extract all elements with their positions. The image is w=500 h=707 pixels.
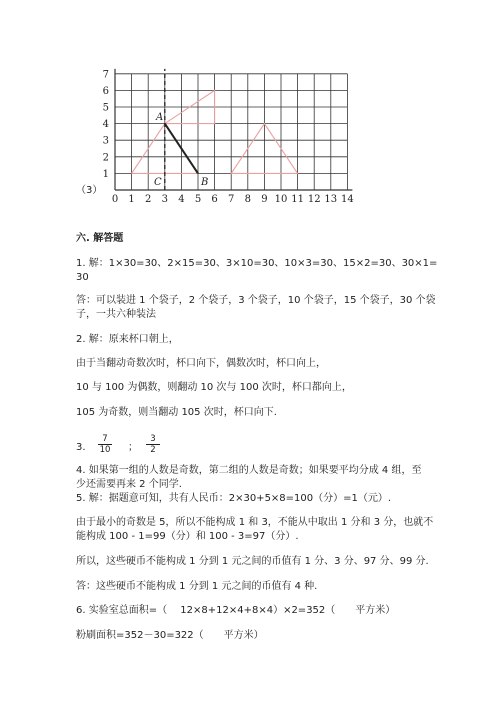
x-tick-label: 4 (178, 194, 185, 205)
q2-line3: 10 与 100 为偶数，则翻动 10 次与 100 次时，杯口都向上， (76, 382, 352, 393)
q6-line2: 粉刷面积=352－30=322（ 平方米） (76, 630, 264, 641)
x-tick-label: 2 (145, 194, 152, 205)
q3-fraction-2-numerator: 3 (146, 434, 160, 445)
q3-fraction-1-denominator: 10 (99, 445, 111, 455)
y-tick-label: 4 (102, 119, 109, 131)
x-tick-label: 9 (261, 194, 268, 205)
x-tick-label: 14 (341, 194, 354, 205)
point-label-c: C (154, 177, 162, 188)
q6-line1: 6. 实验室总面积=（ 12×8+12×4+8×4）×2=352（ 平方米） (76, 605, 396, 616)
y-tick-labels (103, 69, 109, 180)
x-tick-label: 10 (274, 194, 288, 205)
y-tick-label: 2 (102, 152, 109, 164)
y-tick-label: 5 (102, 102, 109, 114)
q3-number: 3. (76, 442, 86, 453)
q4-line2: 少还需要再来 2 个同学. (76, 479, 182, 490)
x-tick-labels (112, 194, 354, 205)
q5-line4: 所以，这些硬币不能构成 1 分到 1 元之间的币值有 1 分、3 分、97 分、99 分. (76, 556, 429, 567)
section-title: 六. 解答题 (76, 233, 124, 244)
q4-line1: 4. 如果第一组的人数是奇数，第二组的人数是奇数；如果要平均分成 4 组，至 (76, 465, 422, 476)
x-tick-label: 1 (128, 194, 135, 205)
point-label-b: B (201, 177, 209, 188)
q5-line1: 5. 解：据题意可知，共有人民币：2×30+5×8=100（分）=1（元）. (76, 493, 392, 504)
q2-line1: 2. 解：原来杯口朝上， (76, 334, 179, 345)
pink-shape-left (132, 90, 215, 173)
q5-answer: 答：这些硬币不能构成 1 分到 1 元之间的币值有 4 种. (76, 581, 318, 592)
y-tick-label: 1 (102, 168, 109, 180)
grid-lines (115, 69, 352, 190)
q3-fraction-2-denominator: 2 (150, 445, 156, 455)
q3-fraction-1-numerator: 7 (98, 434, 112, 445)
y-tick-label: 3 (102, 135, 109, 147)
q1-answer-line2: 子，一共六种装法 (76, 309, 156, 320)
q5-line3: 能构成 100 - 1=99（分）和 100 - 3=97（分）. (76, 531, 299, 542)
y-tick-label: 7 (102, 69, 109, 81)
figure-label: （3） (76, 185, 103, 196)
q3-fraction-2 (146, 434, 160, 455)
x-tick-label: 13 (324, 194, 338, 205)
x-tick-label: 11 (291, 194, 304, 205)
x-tick-label: 8 (244, 194, 251, 205)
point-label-a: A (156, 112, 164, 123)
q1-line1: 1. 解：1×30=30、2×15=30、3×10=30、10×3=30、15×2=30、30×1= (76, 258, 438, 269)
x-tick-label: 5 (194, 194, 202, 205)
x-tick-label: 6 (211, 194, 218, 205)
grid-figure (0, 0, 500, 215)
q3-fraction-1 (98, 434, 112, 455)
q1-answer-line1: 答：可以装进 1 个袋子，2 个袋子，3 个袋子，10 个袋子，15 个袋子，30 个袋 (76, 295, 436, 306)
q2-line2: 由于当翻动奇数次时，杯口向下，偶数次时，杯口向上， (76, 358, 326, 369)
x-tick-label: 7 (228, 194, 235, 205)
q2-line4: 105 为奇数，则当翻动 105 次时，杯口向下. (76, 407, 277, 418)
x-tick-label: 12 (307, 194, 321, 205)
y-tick-label: 6 (102, 85, 109, 97)
q5-line2: 由于最小的奇数是 5，所以不能构成 1 和 3，不能从中取出 1 分和 3 分，也就不 (76, 517, 434, 528)
q3-separator: ； (128, 442, 138, 453)
x-tick-label: 0 (111, 194, 119, 205)
q1-line2: 30 (76, 272, 89, 283)
x-tick-label: 3 (161, 194, 168, 205)
